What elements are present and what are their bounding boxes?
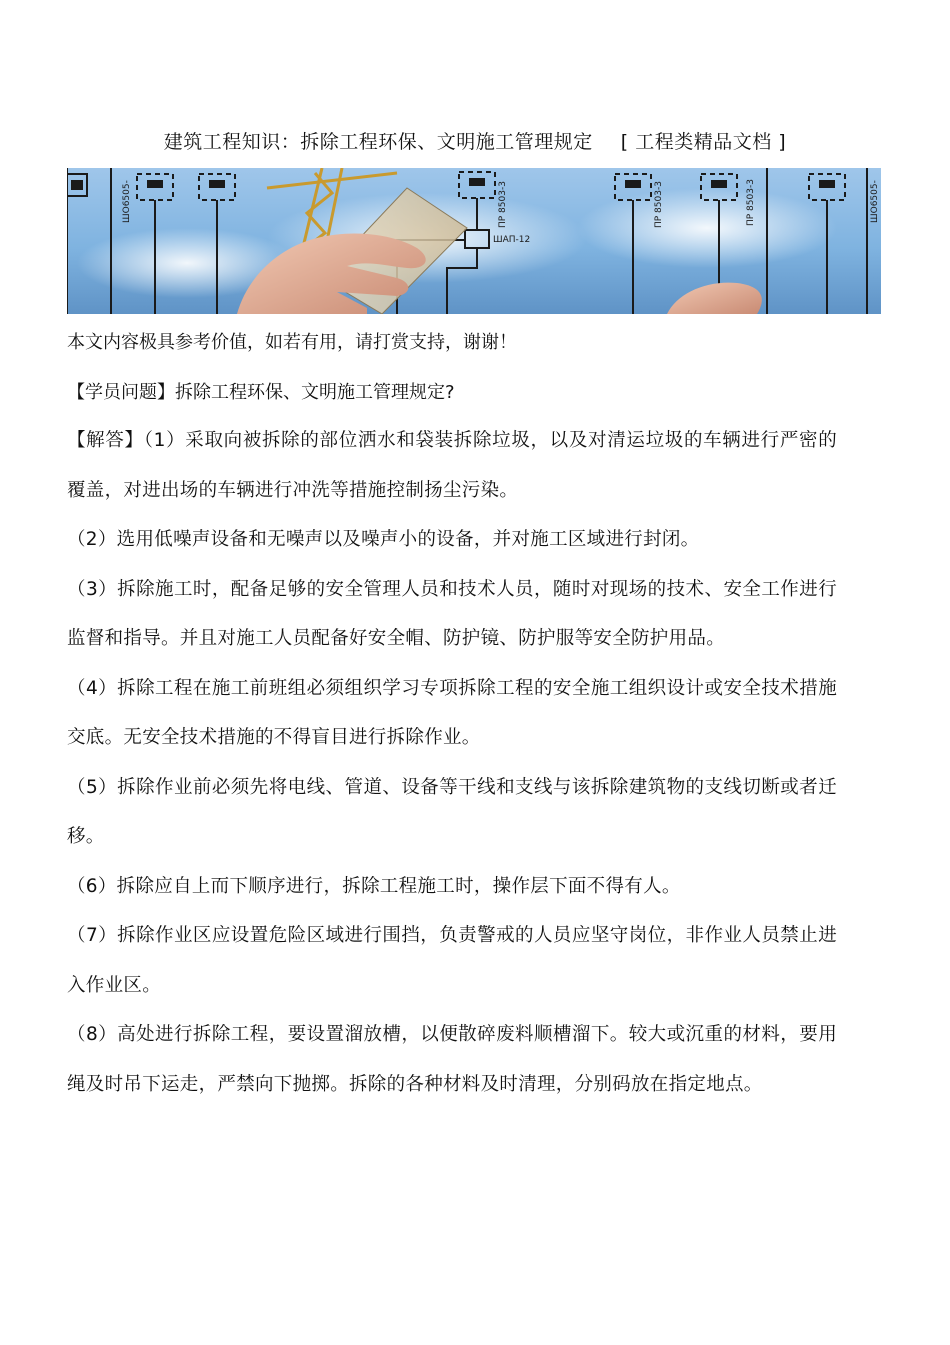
banner-label-6: ШО6505- [870,180,880,223]
answer-list [67,416,837,1109]
banner-illustration [67,168,881,314]
document-tag: [ 工程类精品文档 ] [620,131,787,153]
banner-label-4: ПР 8503-3 [654,181,664,228]
banner-label-2: ПР 8503-3 [498,181,508,228]
document-title-line [0,127,950,154]
answer-item-6: （6）拆除应自上而下顺序进行，拆除工程施工时，操作层下面不得有人。 [67,875,681,897]
answer-item-8: （8）高处进行拆除工程，要设置溜放槽，以便散碎废料顺槽溜下。较大或沉重的材料，要用绳及时吊下运走，严禁向下抛掷。拆除的各种材料及时清理，分别码放在指定地点。 [67,1024,837,1095]
intro-text: 本文内容极具参考价值，如若有用，请打赏支持，谢谢！ [67,332,517,353]
answer-item-4: （4）拆除工程在施工前班组必须组织学习专项拆除工程的安全施工组织设计或安全技术措施交底。无安全技术措施的不得盲目进行拆除作业。 [67,677,837,748]
question-text: 【学员问题】拆除工程环保、文明施工管理规定? [67,382,455,403]
answer-item-7: （7）拆除作业区应设置危险区域进行围挡，负责警戒的人员应坚守岗位，非作业人员禁止进入作业区。 [67,925,837,996]
banner-label-3: ШАП-12 [493,235,531,245]
banner-label-5: ПР 8503-3 [746,179,756,226]
answer-item-3: （3）拆除施工时，配备足够的安全管理人员和技术人员，随时对现场的技术、安全工作进行监督和指导。并且对施工人员配备好安全帽、防护镜、防护服等安全防护用品。 [67,578,837,649]
answer-item-5: （5）拆除作业前必须先将电线、管道、设备等干线和支线与该拆除建筑物的支线切断或者迁移。 [67,776,837,847]
answer-item-1: 【解答】（1）采取向被拆除的部位洒水和袋装拆除垃圾，以及对清运垃圾的车辆进行严密的覆盖，对进出场的车辆进行冲洗等措施控制扬尘污染。 [67,430,837,501]
banner-label-1: ШО6505- [122,180,132,223]
header-banner-image [67,168,881,314]
document-title: 建筑工程知识：拆除工程环保、文明施工管理规定 [163,131,593,153]
answer-item-2: （2）选用低噪声设备和无噪声以及噪声小的设备，并对施工区域进行封闭。 [67,529,700,550]
